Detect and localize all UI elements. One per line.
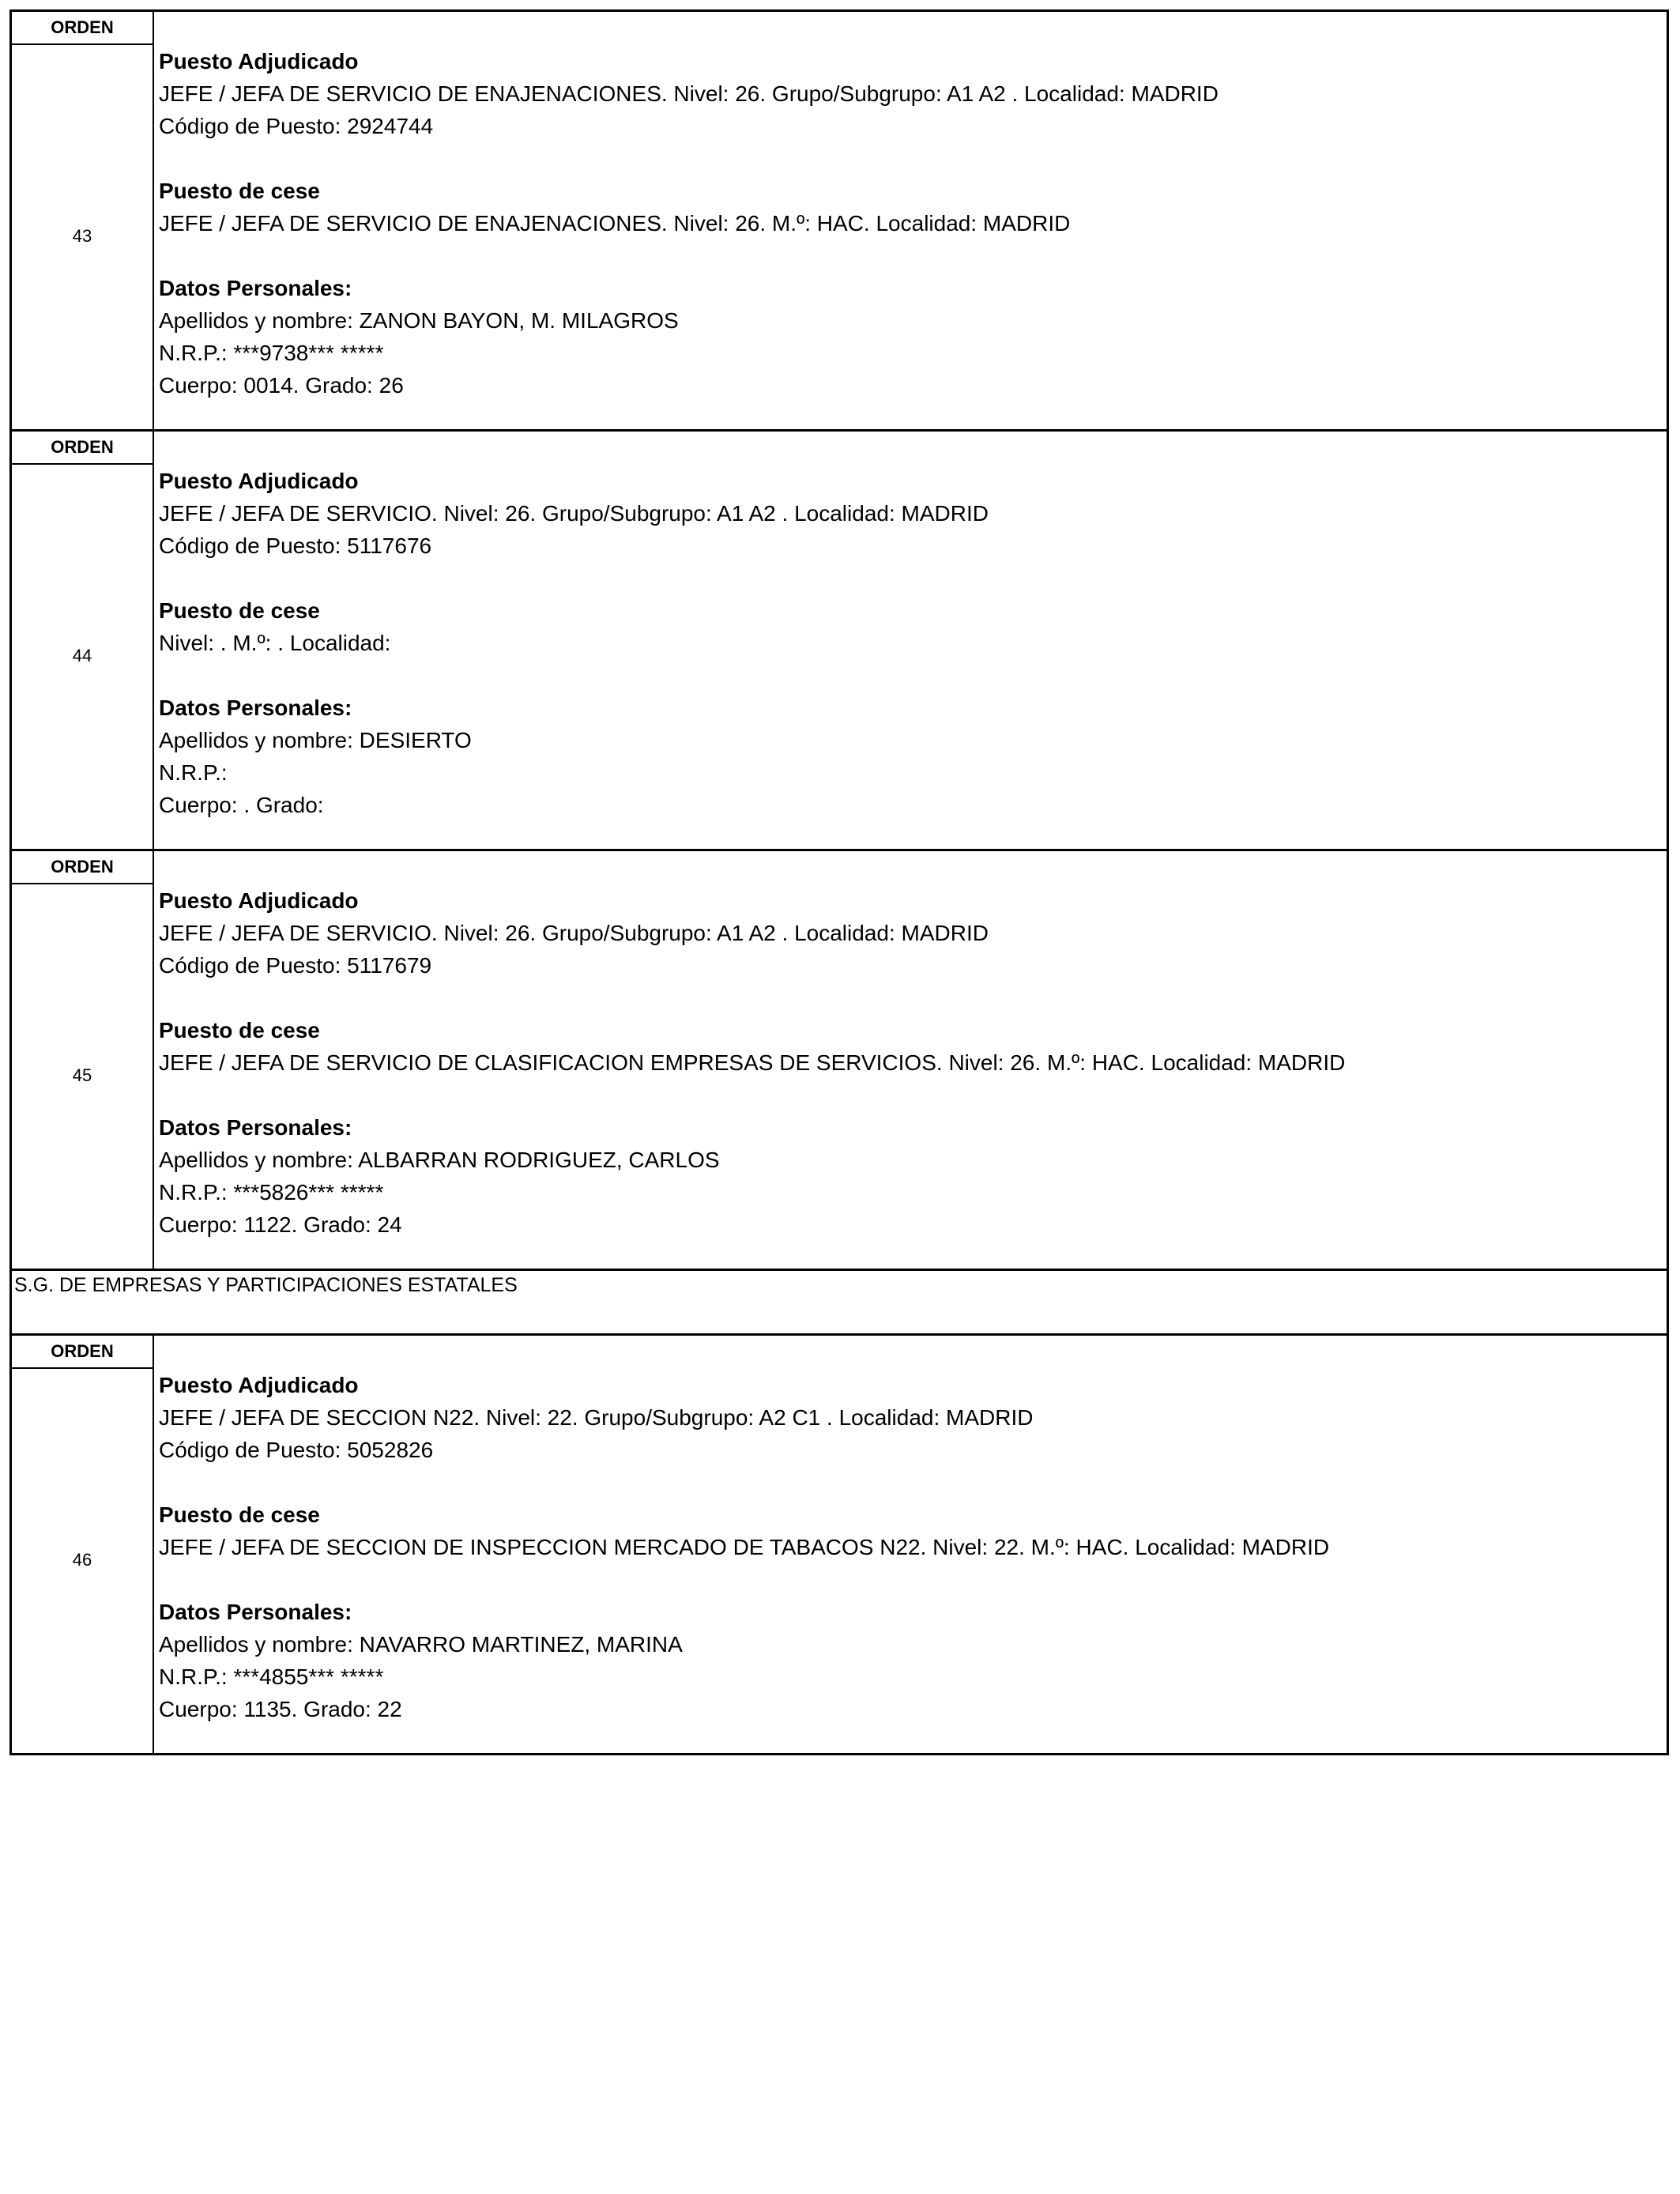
puesto-adjudicado-text: JEFE / JEFA DE SECCION N22. Nivel: 22. Grupo/Subgrupo: A2 C1 . Localidad: MADRID	[159, 1405, 1034, 1430]
orden-header: ORDEN	[12, 1336, 153, 1369]
apellidos-nombre: Apellidos y nombre: NAVARRO MARTINEZ, MARINA	[159, 1632, 683, 1657]
codigo-puesto: Código de Puesto: 2924744	[159, 114, 434, 138]
puesto-adjudicado-text: JEFE / JEFA DE SERVICIO. Nivel: 26. Grupo/Subgrupo: A1 A2 . Localidad: MADRID	[159, 921, 989, 945]
datos-personales-heading: Datos Personales:	[159, 1115, 352, 1140]
puesto-cese-heading: Puesto de cese	[159, 1018, 320, 1042]
puesto-cese-heading: Puesto de cese	[159, 179, 320, 203]
orden-column	[12, 432, 154, 849]
nrp: N.R.P.:	[159, 760, 228, 785]
codigo-puesto: Código de Puesto: 5117676	[159, 533, 432, 558]
orden-number: 43	[72, 226, 92, 246]
datos-personales-heading: Datos Personales:	[159, 1600, 352, 1624]
datos-personales-heading: Datos Personales:	[159, 696, 352, 720]
cuerpo-grado: Cuerpo: 0014. Grado: 26	[159, 373, 404, 398]
apellidos-nombre: Apellidos y nombre: DESIERTO	[159, 728, 472, 752]
puesto-cese-text: Nivel: . M.º: . Localidad:	[159, 631, 391, 655]
puesto-adjudicado-text: JEFE / JEFA DE SERVICIO DE ENAJENACIONES. Nivel: 26. Grupo/Subgrupo: A1 A2 . Localidad: MADRID	[159, 81, 1219, 106]
entry-row-44	[9, 429, 1669, 851]
orden-header: ORDEN	[12, 12, 153, 45]
cuerpo-grado: Cuerpo: 1135. Grado: 22	[159, 1697, 402, 1721]
puesto-cese-text: JEFE / JEFA DE SERVICIO DE ENAJENACIONES. Nivel: 26. M.º: HAC. Localidad: MADRID	[159, 211, 1071, 236]
nrp: N.R.P.: ***4855*** *****	[159, 1664, 384, 1689]
entry-details	[154, 12, 1667, 429]
cuerpo-grado: Cuerpo: . Grado:	[159, 793, 324, 817]
puesto-adjudicado-text: JEFE / JEFA DE SERVICIO. Nivel: 26. Grupo/Subgrupo: A1 A2 . Localidad: MADRID	[159, 501, 989, 526]
orden-column	[12, 12, 154, 429]
apellidos-nombre: Apellidos y nombre: ZANON BAYON, M. MILAGROS	[159, 308, 679, 333]
puesto-adjudicado-heading: Puesto Adjudicado	[159, 49, 359, 74]
nrp: N.R.P.: ***5826*** *****	[159, 1180, 384, 1204]
puesto-adjudicado-heading: Puesto Adjudicado	[159, 469, 359, 493]
entry-row-45	[9, 849, 1669, 1271]
orden-header: ORDEN	[12, 851, 153, 884]
orden-column	[12, 1336, 154, 1753]
puesto-adjudicado-heading: Puesto Adjudicado	[159, 888, 359, 913]
section-header: S.G. DE EMPRESAS Y PARTICIPACIONES ESTATALES	[9, 1269, 1669, 1336]
puesto-cese-heading: Puesto de cese	[159, 1502, 320, 1527]
orden-header: ORDEN	[12, 432, 153, 465]
puesto-cese-text: JEFE / JEFA DE SERVICIO DE CLASIFICACION EMPRESAS DE SERVICIOS. Nivel: 26. M.º: HAC. Localidad: MADRID	[159, 1050, 1346, 1075]
entry-details	[154, 851, 1667, 1269]
entry-row-43	[9, 9, 1669, 432]
codigo-puesto: Código de Puesto: 5052826	[159, 1438, 434, 1462]
entry-details	[154, 1336, 1667, 1753]
puesto-cese-text: JEFE / JEFA DE SECCION DE INSPECCION MERCADO DE TABACOS N22. Nivel: 22. M.º: HAC. Localidad: MADRID	[159, 1535, 1330, 1559]
entry-row-46	[9, 1333, 1669, 1755]
puesto-cese-heading: Puesto de cese	[159, 598, 320, 623]
cuerpo-grado: Cuerpo: 1122. Grado: 24	[159, 1212, 402, 1237]
nrp: N.R.P.: ***9738*** *****	[159, 341, 384, 365]
puesto-adjudicado-heading: Puesto Adjudicado	[159, 1373, 359, 1397]
orden-column	[12, 851, 154, 1269]
orden-number: 46	[72, 1550, 92, 1570]
orden-number: 44	[72, 646, 92, 665]
document-table	[9, 9, 1669, 1755]
datos-personales-heading: Datos Personales:	[159, 276, 352, 300]
entry-details	[154, 432, 1667, 849]
codigo-puesto: Código de Puesto: 5117679	[159, 953, 432, 978]
orden-number: 45	[72, 1065, 92, 1085]
apellidos-nombre: Apellidos y nombre: ALBARRAN RODRIGUEZ, CARLOS	[159, 1148, 720, 1172]
